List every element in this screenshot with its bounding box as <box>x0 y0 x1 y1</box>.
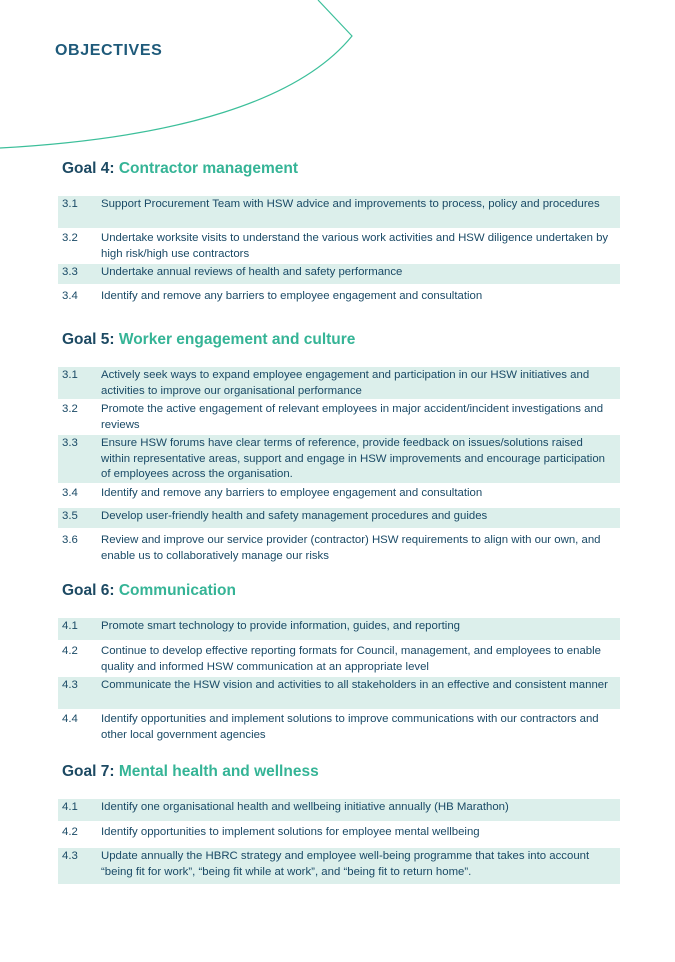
objective-number: 4.3 <box>62 679 78 691</box>
objective-row <box>58 435 620 483</box>
goal-heading <box>62 763 620 781</box>
objective-text: Promote the active engagement of relevant employees in major accident/incident investigations and reviews <box>101 403 604 431</box>
goal-label: Goal 7: <box>62 763 115 780</box>
objective-text: Actively seek ways to expand employee engagement and participation in our HSW initiatives and activities to improve our organisational performance <box>101 369 590 397</box>
goal-label: Goal 5: <box>62 331 115 348</box>
objective-number: 3.1 <box>62 198 78 210</box>
objective-number: 3.3 <box>62 266 78 278</box>
objective-text: Continue to develop effective reporting formats for Council, management, and employees to enable quality and informed HSW communication at an appropriate level <box>101 645 602 673</box>
objective-number: 4.2 <box>62 645 78 657</box>
objective-row <box>58 508 620 528</box>
objective-row <box>58 848 620 884</box>
decorative-curve <box>0 0 675 170</box>
objective-row <box>58 367 620 399</box>
objective-row <box>58 485 620 505</box>
goal-heading <box>62 582 620 600</box>
page-title: OBJECTIVES <box>55 42 163 59</box>
objective-text: Identify opportunities and implement solutions to improve communications with our contractors and other local government agencies <box>101 713 599 741</box>
goal-4-section <box>58 160 620 308</box>
objective-text: Support Procurement Team with HSW advice and improvements to process, policy and procedures <box>101 198 600 210</box>
objective-number: 3.5 <box>62 510 78 522</box>
goal-heading <box>62 160 620 178</box>
objective-text: Promote smart technology to provide information, guides, and reporting <box>101 620 460 632</box>
objective-number: 4.1 <box>62 801 78 813</box>
objective-text: Update annually the HBRC strategy and employee well-being programme that takes into account “being fit for work”, “being fit while at work”, and “being fit to return home”. <box>101 850 590 878</box>
objective-text: Communicate the HSW vision and activities to all stakeholders in an effective and consistent manner <box>101 679 608 691</box>
objective-row <box>58 532 620 564</box>
objective-number: 3.4 <box>62 487 78 499</box>
goal-label: Goal 6: <box>62 582 115 599</box>
objective-row <box>58 618 620 640</box>
goal-5-section <box>58 331 620 564</box>
objective-text: Undertake annual reviews of health and safety performance <box>101 266 403 278</box>
objective-number: 3.3 <box>62 437 78 449</box>
goal-7-section <box>58 763 620 884</box>
goal-topic: Mental health and wellness <box>118 763 319 780</box>
objective-row <box>58 288 620 308</box>
objective-text: Identify and remove any barriers to employee engagement and consultation <box>101 487 483 499</box>
objective-row <box>58 824 620 844</box>
objective-text: Ensure HSW forums have clear terms of reference, provide feedback on issues/solutions raised within representative areas, support and engage in HSW improvements and encourage participation of employees across the organisation. <box>101 437 606 480</box>
goal-topic: Worker engagement and culture <box>118 331 356 348</box>
objective-number: 4.1 <box>62 620 78 632</box>
objective-text: Identify one organisational health and wellbeing initiative annually (HB Marathon) <box>101 801 509 813</box>
goal-topic: Communication <box>118 582 236 599</box>
objective-row <box>58 230 620 262</box>
objective-row <box>58 264 620 284</box>
objective-number: 3.1 <box>62 369 78 381</box>
objective-number: 4.3 <box>62 850 78 862</box>
objective-number: 3.2 <box>62 403 78 415</box>
objective-text: Review and improve our service provider (contractor) HSW requirements to align with our own, and enable us to collaboratively manage our risks <box>101 534 601 562</box>
objective-row <box>58 401 620 433</box>
goal-heading <box>62 331 620 349</box>
objective-number: 4.4 <box>62 713 78 725</box>
objective-number: 3.4 <box>62 290 78 302</box>
objective-number: 3.6 <box>62 534 78 546</box>
objective-row <box>58 677 620 709</box>
goal-label: Goal 4: <box>62 160 115 177</box>
objective-row <box>58 643 620 675</box>
goal-6-section <box>58 582 620 743</box>
objective-number: 3.2 <box>62 232 78 244</box>
objective-row <box>58 711 620 743</box>
objective-text: Identify opportunities to implement solutions for employee mental wellbeing <box>101 826 480 838</box>
goal-topic: Contractor management <box>118 160 299 177</box>
objective-text: Develop user-friendly health and safety management procedures and guides <box>101 510 488 522</box>
objective-text: Identify and remove any barriers to employee engagement and consultation <box>101 290 483 302</box>
objective-row <box>58 196 620 228</box>
objective-text: Undertake worksite visits to understand the various work activities and HSW diligence undertaken by high risk/high use contractors <box>101 232 609 260</box>
objective-number: 4.2 <box>62 826 78 838</box>
objective-row <box>58 799 620 821</box>
